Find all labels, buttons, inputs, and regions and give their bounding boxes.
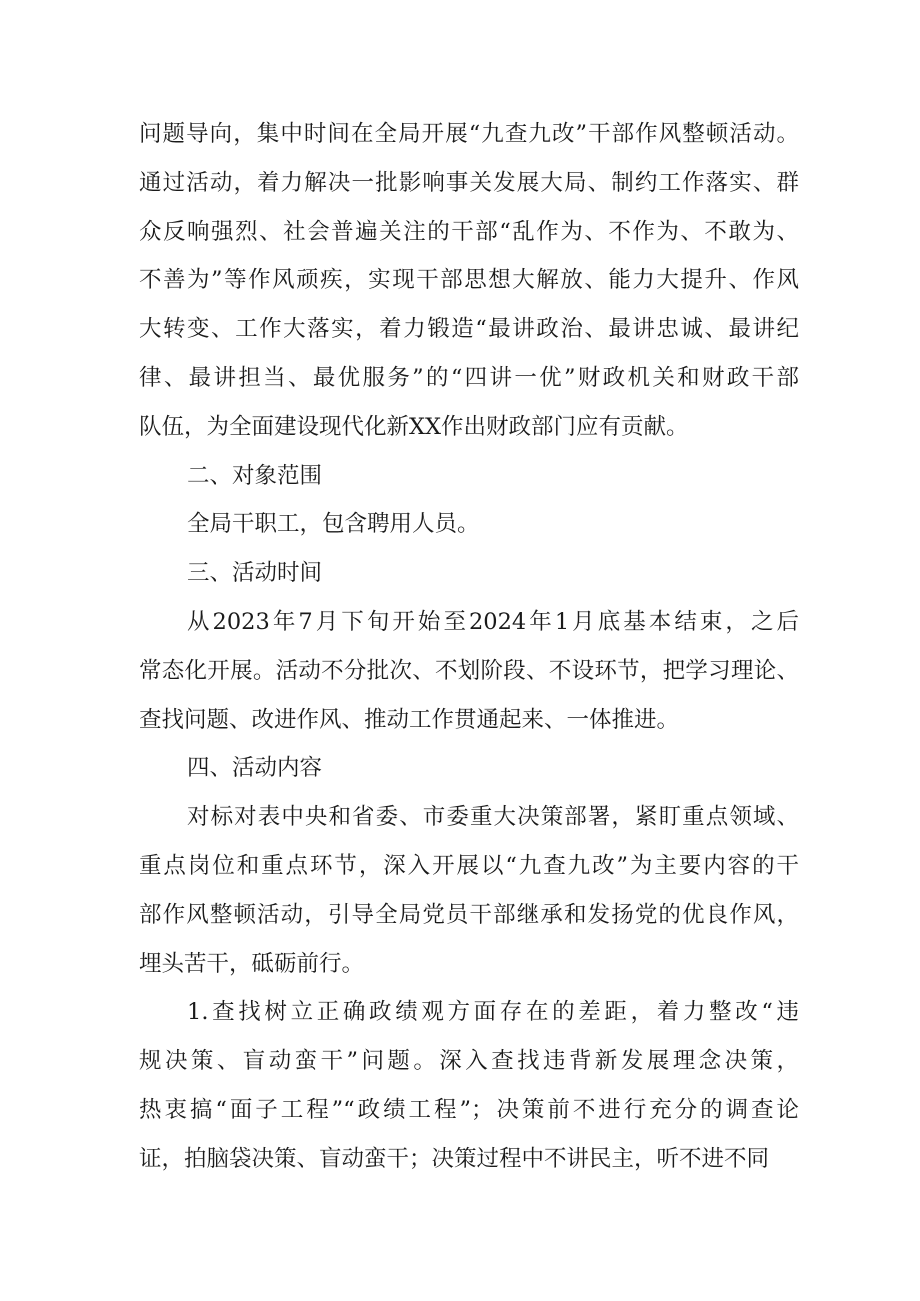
text-line: 大转变、工作大落实，着力锻造“最讲政治、最讲忠诚、最讲纪 (139, 316, 799, 343)
text-line: 规决策、盲动蛮干”问题。深入查找违背新发展理念决策， (139, 1048, 799, 1075)
paragraph (139, 988, 799, 1183)
text-line: 问题导向，集中时间在全局开展“九查九改”干部作风整顿活动。 (139, 121, 799, 147)
paragraph (139, 500, 799, 549)
section-heading (139, 452, 799, 501)
section-heading (139, 549, 799, 598)
text-line: 部作风整顿活动，引导全局党员干部继承和发扬党的优良作风， (139, 901, 799, 928)
text-line: 通过活动，着力解决一批影响事关发展大局、制约工作落实、群 (139, 169, 799, 196)
text-line: 队伍，为全面建设现代化新XX作出财政部门应有贡献。 (139, 413, 689, 440)
paragraph (139, 793, 799, 988)
text-line: 查找问题、改进作风、推动工作贯通起来、一体推进。 (139, 706, 680, 733)
text-line: 证，拍脑袋决策、盲动蛮干；决策过程中不讲民主，听不进不同 (139, 1145, 770, 1172)
text-line: 律、最讲担当、最优服务”的“四讲一优”财政机关和财政干部 (139, 364, 799, 391)
text-line: 重点岗位和重点环节，深入开展以“九查九改”为主要内容的干 (139, 852, 799, 879)
text-line: 众反响强烈、社会普遍关注的干部“乱作为、不作为、不敢为、 (139, 218, 799, 245)
text-line: 三、活动时间 (187, 560, 323, 587)
text-line: 埋头苦干，砥砺前行。 (139, 950, 365, 977)
text-line: 1.查找树立正确政绩观方面存在的差距，着力整改“违 (187, 999, 799, 1026)
text-line: 不善为”等作风顽疾，实现干部思想大解放、能力大提升、作风 (139, 267, 799, 294)
text-line: 对标对表中央和省委、市委重大决策部署，紧盯重点领域、 (187, 804, 799, 831)
document-body (139, 110, 799, 1184)
text-line: 四、活动内容 (187, 755, 323, 782)
text-line: 从2023年7月下旬开始至2024年1月底基本结束，之后 (187, 608, 799, 635)
text-line: 全局干职工，包含聘用人员。 (187, 511, 480, 538)
paragraph (139, 110, 799, 452)
text-line: 常态化开展。活动不分批次、不划阶段、不设环节，把学习理论、 (139, 657, 799, 684)
paragraph (139, 598, 799, 744)
text-line: 热衷搞“面子工程”“政绩工程”；决策前不进行充分的调查论 (139, 1096, 799, 1123)
text-line: 二、对象范围 (187, 462, 323, 489)
section-heading (139, 744, 799, 793)
